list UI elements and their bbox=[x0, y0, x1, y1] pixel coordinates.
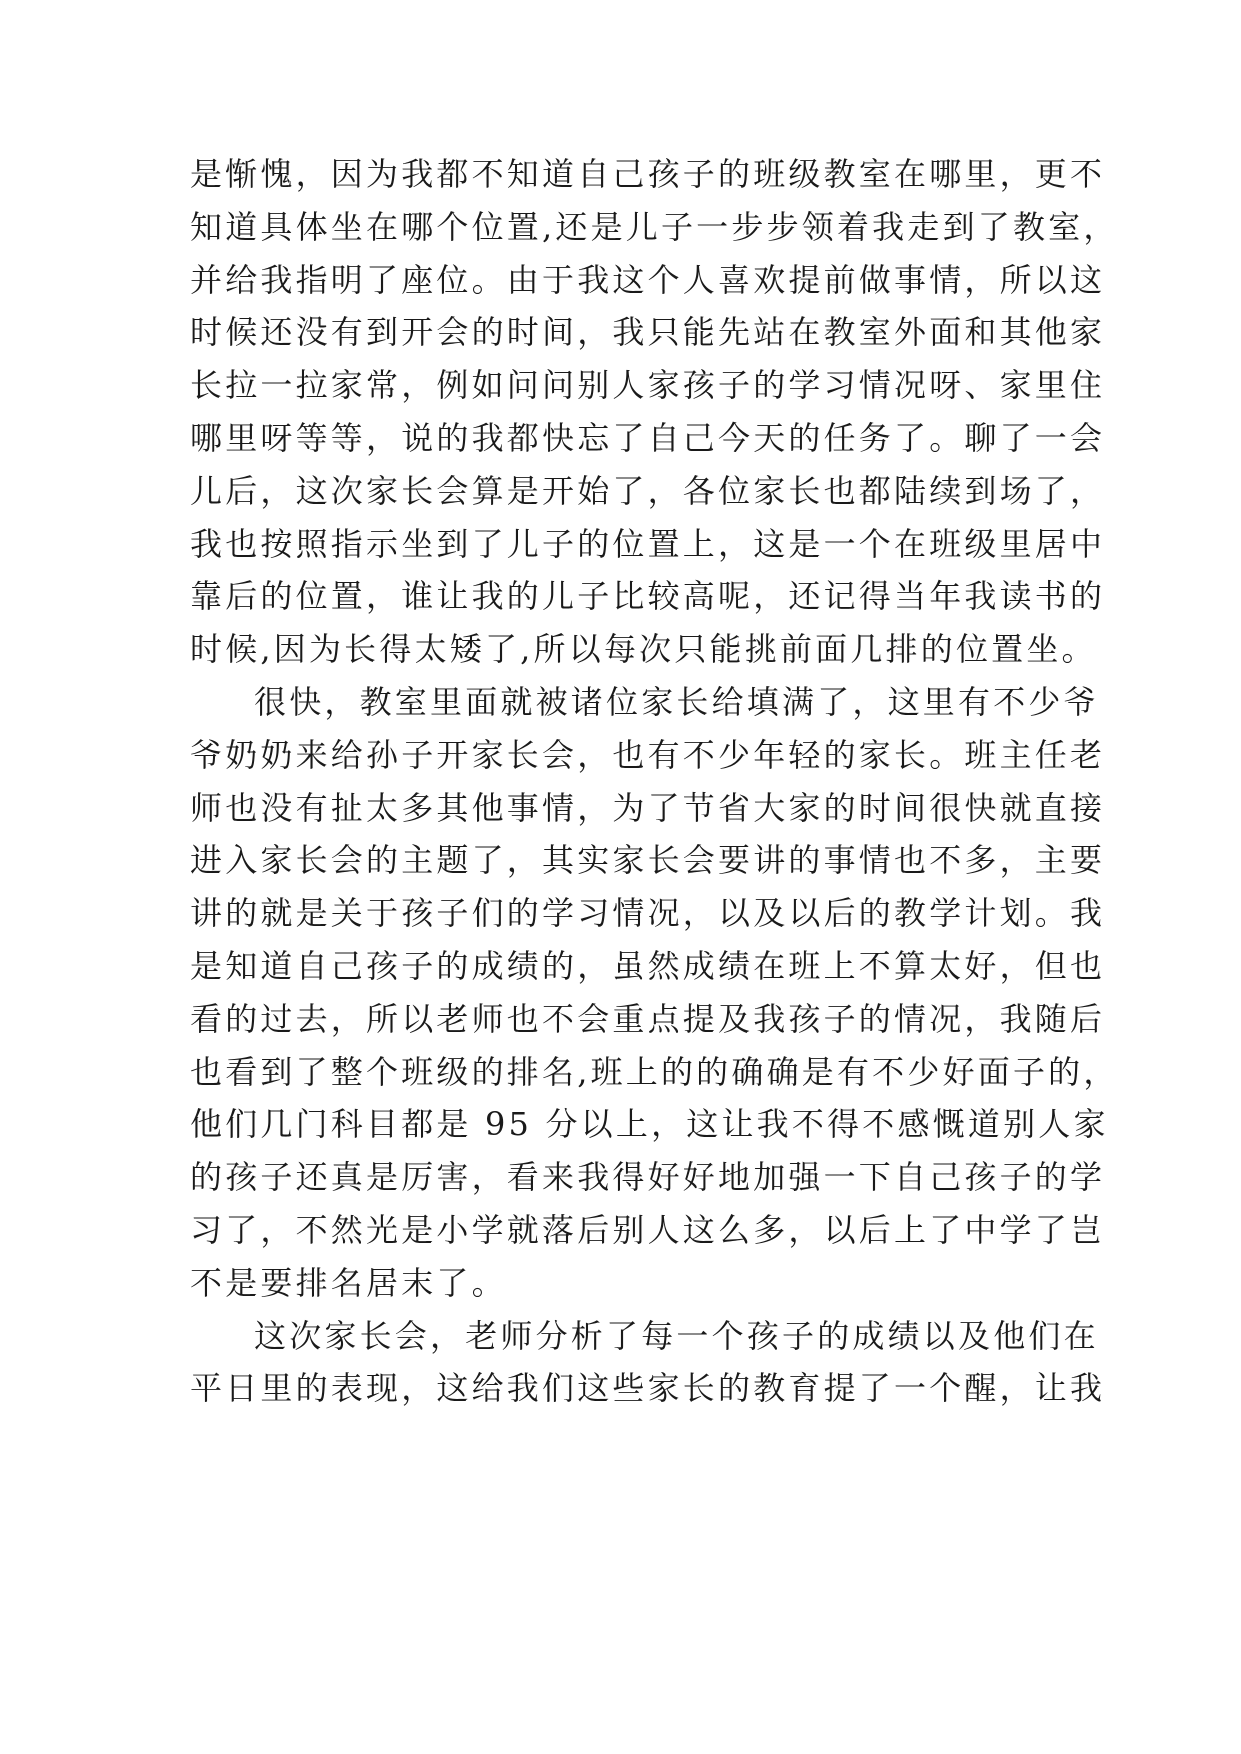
text-line: 时候还没有到开会的时间，我只能先站在教室外面和其他家 bbox=[190, 313, 1106, 352]
text-line: 的孩子还真是厉害，看来我得好好地加强一下自己孩子的学 bbox=[190, 1158, 1106, 1197]
text-line: 知道具体坐在哪个位置,还是儿子一步步领着我走到了教室， bbox=[190, 207, 1119, 246]
text-line: 也看到了整个班级的排名,班上的的确确是有不少好面子的， bbox=[190, 1052, 1119, 1091]
text-line: 靠后的位置，谁让我的儿子比较高呢，还记得当年我读书的 bbox=[190, 577, 1106, 616]
document-body bbox=[190, 148, 1119, 1415]
text-line: 哪里呀等等，说的我都快忘了自己今天的任务了。聊了一会 bbox=[190, 418, 1106, 457]
text-line: 平日里的表现，这给我们这些家长的教育提了一个醒，让我 bbox=[190, 1369, 1106, 1408]
text-line: 讲的就是关于孩子们的学习情况，以及以后的教学计划。我 bbox=[190, 894, 1106, 933]
text-line: 进入家长会的主题了，其实家长会要讲的事情也不多，主要 bbox=[190, 841, 1106, 880]
text-line: 并给我指明了座位。由于我这个人喜欢提前做事情，所以这 bbox=[190, 260, 1106, 299]
text-line: 不是要排名居末了。 bbox=[190, 1263, 507, 1302]
text-line: 是知道自己孩子的成绩的，虽然成绩在班上不算太好，但也 bbox=[190, 946, 1106, 985]
text-line: 长拉一拉家常，例如问问别人家孩子的学习情况呀、家里住 bbox=[190, 366, 1106, 405]
text-line: 这次家长会，老师分析了每一个孩子的成绩以及他们在 bbox=[254, 1316, 1099, 1355]
paragraph bbox=[190, 1310, 1106, 1416]
text-line: 是惭愧，因为我都不知道自己孩子的班级教室在哪里，更不 bbox=[190, 155, 1106, 193]
paragraph bbox=[190, 148, 1119, 676]
text-line: 儿后，这次家长会算是开始了，各位家长也都陆续到场了， bbox=[190, 471, 1106, 510]
text-line: 我也按照指示坐到了儿子的位置上，这是一个在班级里居中 bbox=[190, 524, 1106, 563]
text-line: 时候,因为长得太矮了,所以每次只能挑前面几排的位置坐。 bbox=[190, 630, 1097, 669]
text-line: 习了，不然光是小学就落后别人这么多，以后上了中学了岂 bbox=[190, 1210, 1106, 1249]
paragraph bbox=[190, 676, 1119, 1310]
text-line: 爷奶奶来给孙子开家长会，也有不少年轻的家长。班主任老 bbox=[190, 735, 1106, 774]
text-line: 很快，教室里面就被诸位家长给填满了，这里有不少爷 bbox=[254, 682, 1099, 721]
text-line: 他们几门科目都是 95 分以上，这让我不得不感慨道别人家 bbox=[190, 1105, 1109, 1144]
text-line: 师也没有扯太多其他事情，为了节省大家的时间很快就直接 bbox=[190, 788, 1106, 827]
text-line: 看的过去，所以老师也不会重点提及我孩子的情况，我随后 bbox=[190, 999, 1106, 1038]
